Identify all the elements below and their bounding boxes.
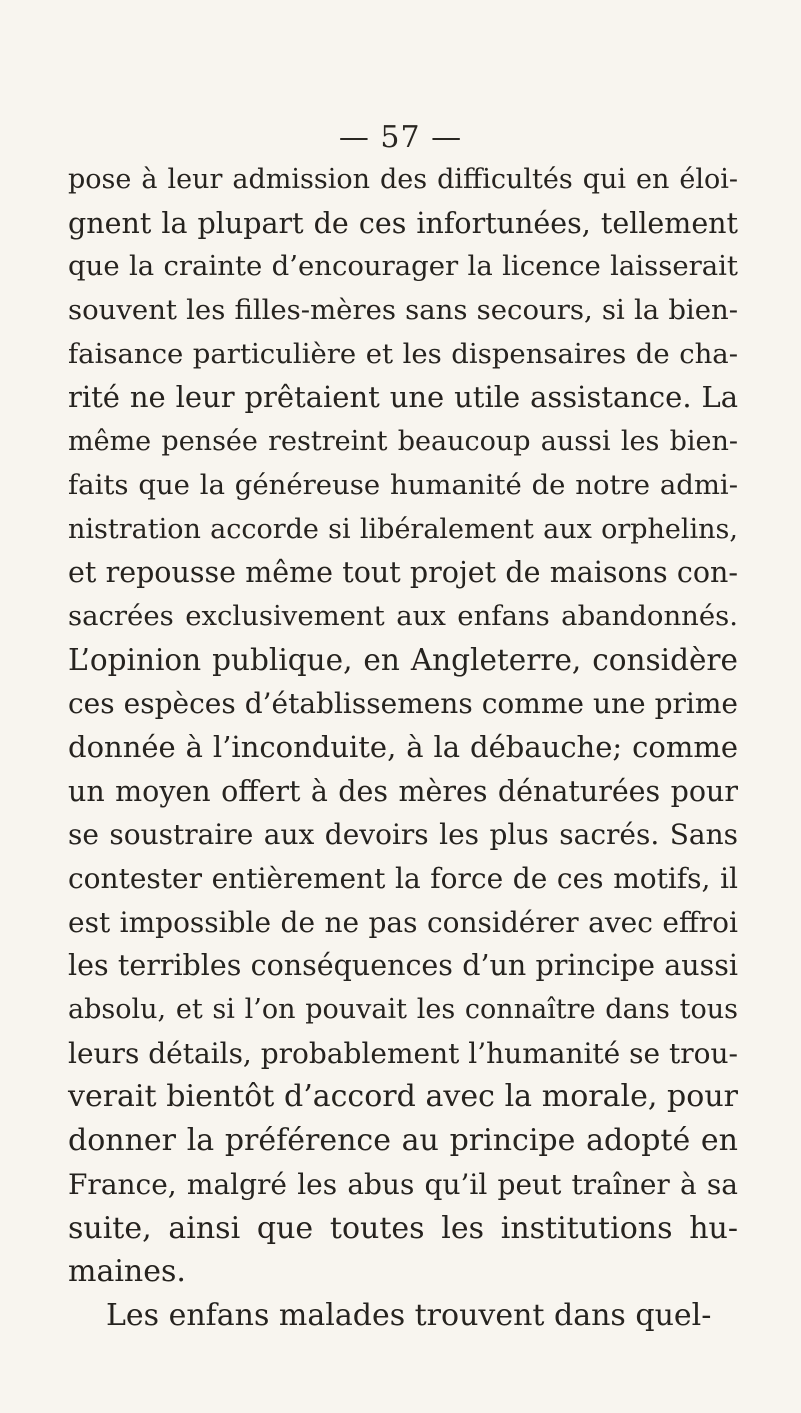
text-line: se soustraire aux devoirs les plus sacrés. Sans (68, 818, 738, 852)
text-line: pose à leur admission des difficultés qui en éloi- (68, 164, 738, 195)
text-line: absolu, et si l’on pouvait les connaître dans tous (68, 994, 738, 1026)
text-line: sacrées exclusivement aux enfans abandonnés. (68, 599, 738, 632)
text-line: que la crainte d’encourager la licence laisserait (68, 250, 738, 283)
body-text (68, 158, 738, 1338)
page-number: — 57 — (338, 120, 463, 155)
text-line: leurs détails, probablement l’humanité se trou- (68, 1036, 738, 1070)
text-line: maines. (68, 1254, 186, 1290)
text-line: donner la préférence au principe adopté en (68, 1123, 738, 1159)
text-line: souvent les filles-mères sans secours, si la bien- (68, 294, 738, 327)
text-line: ces espèces d’établissemens comme une prime (68, 687, 738, 721)
text-line: donnée à l’inconduite, à la débauche; comme (68, 729, 738, 764)
text-line: contester entièrement la force de ces motifs, il (68, 862, 738, 895)
text-line: faits que la généreuse humanité de notre admi- (68, 468, 738, 501)
text-line: les terribles conséquences d’un principe aussi (68, 949, 738, 983)
text-line: faisance particulière et les dispensaires de cha- (68, 337, 738, 370)
text-line: France, malgré les abus qu’il peut traîner à sa (68, 1167, 738, 1201)
text-line: même pensée restreint beaucoup aussi les bien- (68, 426, 738, 458)
text-line: nistration accorde si libéralement aux orphelins, (68, 513, 738, 545)
text-line: Les enfans malades trouvent dans quel- (106, 1297, 712, 1333)
text-line: gnent la plupart de ces infortunées, tellement (68, 206, 738, 240)
text-line: rité ne leur prêtaient une utile assistance. La (68, 380, 738, 415)
text-line: un moyen offert à des mères dénaturées pour (68, 774, 738, 808)
text-line: est impossible de ne pas considérer avec effroi (68, 905, 738, 939)
text-line: verait bientôt d’accord avec la morale, pour (68, 1079, 738, 1115)
text-line: suite, ainsi que toutes les institutions hu- (68, 1210, 738, 1246)
text-line: L’opinion publique, en Angleterre, considère (68, 642, 738, 677)
text-line: et repousse même tout projet de maisons con- (68, 556, 738, 590)
